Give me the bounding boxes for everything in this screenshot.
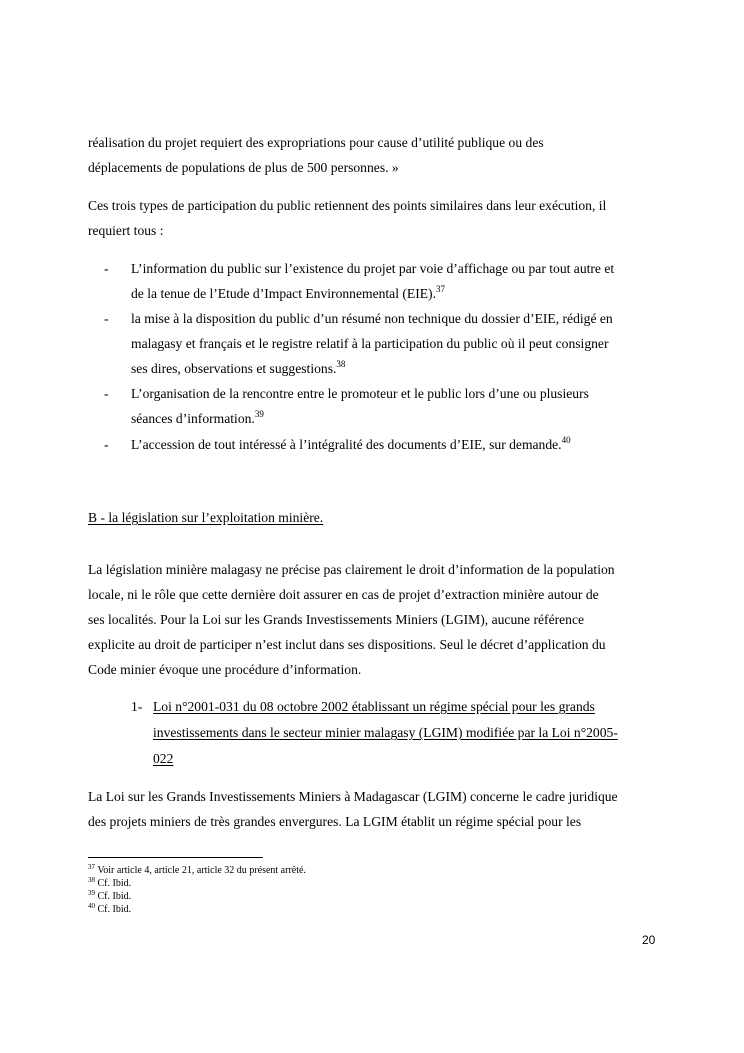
footnote-text: Cf. Ibid. (95, 891, 132, 902)
bullet-line (131, 432, 671, 457)
footnote (88, 903, 131, 916)
paragraph-line: explicite au droit de participer n’est inclut dans ses dispositions. Seul le décret d’application du (88, 637, 606, 652)
paragraph-line: des projets miniers de très grandes envergures. La LGIM établit un régime spécial pour les (88, 814, 582, 829)
bullet-marker: - (104, 437, 109, 452)
numbered-marker: 1- (131, 699, 143, 714)
paragraph-line: La législation minière malagasy ne précise pas clairement le droit d’information de la population (88, 562, 615, 577)
numbered-line (153, 746, 663, 772)
page-number: 20 (642, 933, 656, 947)
footnote-text: Voir article 4, article 21, article 32 du présent arrêté. (95, 865, 306, 876)
footnote-number: 39 (88, 889, 95, 897)
bullet-line: L’organisation de la rencontre entre le promoteur et le public lors d’une ou plusieurs (131, 386, 589, 401)
bullet-line: L’information du public sur l’existence du projet par voie d’affichage ou par tout autre et (131, 261, 615, 276)
paragraph-line: requiert tous : (88, 223, 164, 238)
paragraph-line: Ces trois types de participation du public retiennent des points similaires dans leur exécution, il (88, 198, 607, 213)
bullet-text: de la tenue de l’Etude d’Impact Environnemental (EIE). (131, 286, 436, 301)
numbered-text: 022 (153, 751, 174, 766)
footnote-number: 40 (88, 902, 95, 910)
bullet-text: L’accession de tout intéressé à l’intégralité des documents d’EIE, sur demande. (131, 437, 562, 452)
numbered-line (153, 694, 663, 720)
footnote-ref: 40 (561, 435, 571, 445)
paragraph-line: déplacements de populations de plus de 500 personnes. » (88, 160, 399, 175)
footnote-ref: 39 (254, 409, 264, 419)
footnote-ref: 38 (336, 359, 346, 369)
numbered-text: Loi n°2001-031 du 08 octobre 2002 établissant un régime spécial pour les grands (153, 699, 595, 714)
bullet-line: malagasy et français et le registre relatif à la participation du public où il peut consigner (131, 336, 609, 351)
paragraph-line: Code minier évoque une procédure d’information. (88, 662, 362, 677)
bullet-marker: - (104, 386, 109, 401)
section-heading (88, 505, 668, 530)
bullet-text: ses dires, observations et suggestions. (131, 361, 337, 376)
numbered-text: investissements dans le secteur minier malagasy (LGIM) modifiée par la Loi n°2005- (153, 725, 618, 740)
footnote-number: 38 (88, 876, 95, 884)
paragraph-line: locale, ni le rôle que cette dernière doit assurer en cas de projet d’extraction minière autour de (88, 587, 599, 602)
bullet-line (131, 406, 671, 431)
footnote-number: 37 (88, 863, 95, 871)
footnote (88, 864, 306, 877)
numbered-line (153, 720, 663, 746)
footnote-text: Cf. Ibid. (95, 904, 132, 915)
bullet-line: la mise à la disposition du public d’un résumé non technique du dossier d’EIE, rédigé en (131, 311, 613, 326)
bullet-text: séances d’information. (131, 411, 255, 426)
paragraph-line: La Loi sur les Grands Investissements Miniers à Madagascar (LGIM) concerne le cadre juridique (88, 789, 618, 804)
bullet-marker: - (104, 311, 109, 326)
paragraph-line: ses localités. Pour la Loi sur les Grands Investissements Miniers (LGIM), aucune référence (88, 612, 585, 627)
bullet-marker: - (104, 261, 109, 276)
bullet-line (131, 281, 671, 306)
footnote-ref: 37 (435, 284, 445, 294)
section-heading-text: B - la législation sur l’exploitation minière. (88, 510, 324, 525)
footnote-text: Cf. Ibid. (95, 878, 132, 889)
footnote-separator (88, 857, 263, 858)
paragraph-line: réalisation du projet requiert des expropriations pour cause d’utilité publique ou des (88, 135, 544, 150)
bullet-line (131, 356, 671, 381)
